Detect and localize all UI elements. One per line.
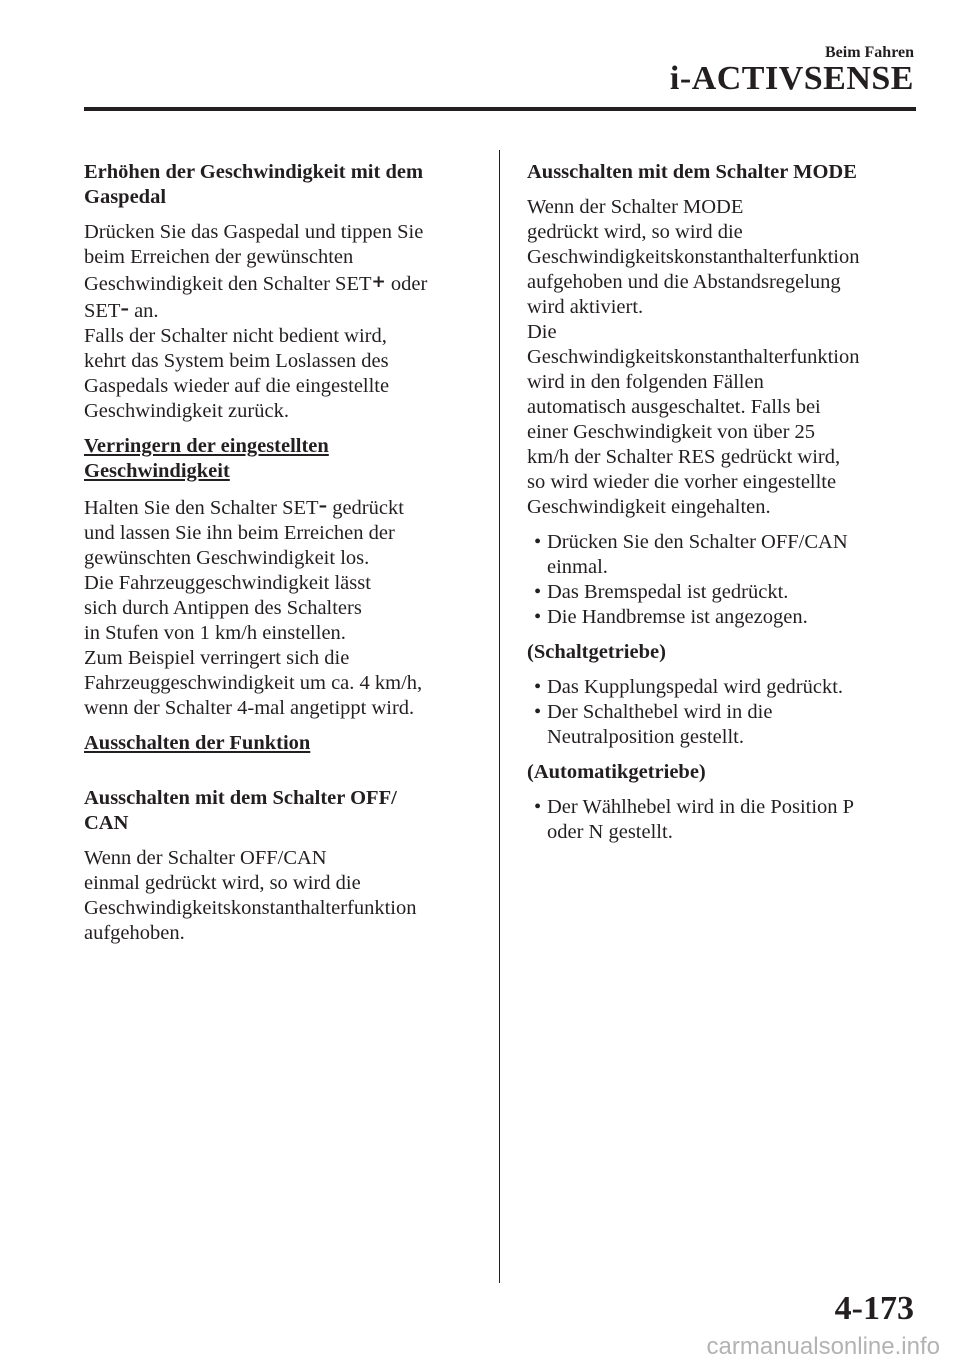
list-item: • Drücken Sie den Schalter OFF/CAN bbox=[534, 531, 848, 553]
list-item-continuation: einmal. bbox=[547, 556, 608, 578]
plus-icon: + bbox=[371, 272, 386, 292]
reduce-speed-paragraph: Halten Sie den Schalter SET– gedrückt und lassen Sie ihn beim Erreichen der gewünschten Geschwindigkeit los. Die Fahrzeuggeschwindigkeit lässt sich durch Antippen des Schalters in Stufen von 1 km/h einstellen. Zum Beispiel verringert sich die Fahrzeuggeschwindigkeit um ca. 4 km/h, wenn der Schalter 4-mal angetippt wird. bbox=[84, 496, 423, 719]
mode-paragraph: Wenn der Schalter MODE gedrückt wird, so wird die Geschwindigkeitskonstanthalterfunktion aufgehoben und die Abstandsregelung wird aktiviert. Die Geschwindigkeitskonstanthalterfunktion wird in den folgenden Fällen automatisch ausgeschaltet. Falls bei einer Geschwindigkeit von über 25 km/h der Schalter RES gedrückt wird, so wird wieder die vorher eingestellte Geschwindigkeit eingehalten. bbox=[527, 196, 860, 518]
running-header-chapter: i-ACTIVSENSE bbox=[669, 60, 914, 97]
page-number: 4-173 bbox=[834, 1290, 914, 1327]
minus-icon: – bbox=[120, 299, 129, 319]
heading-automatic-transmission: (Automatikgetriebe) bbox=[527, 761, 706, 783]
heading-cancel-function: Ausschalten der Funktion bbox=[84, 732, 311, 754]
list-item: • Der Wählhebel wird in die Position P bbox=[534, 796, 855, 818]
off-can-paragraph: Wenn der Schalter OFF/CAN einmal gedrückt wird, so wird die Geschwindigkeitskonstanthalterfunktion aufgehoben. bbox=[84, 847, 417, 944]
speed-up-paragraph: Drücken Sie das Gaspedal und tippen Sie beim Erreichen der gewünschten Geschwindigkeit den Schalter SET+ oder SET– an. Falls der Schalter nicht bedient wird, kehrt das System beim Loslassen des Gaspedals wieder auf die eingestellte Geschwindigkeit zurück. bbox=[84, 221, 428, 422]
heading-reduce-speed: Verringern der eingestellten Geschwindigkeit bbox=[84, 435, 329, 482]
heading-manual-transmission: (Schaltgetriebe) bbox=[527, 641, 666, 663]
bullet-list-automatic bbox=[527, 795, 907, 845]
heading-off-can-switch: Ausschalten mit dem Schalter OFF/ CAN bbox=[84, 787, 397, 834]
bullet-icon: • bbox=[534, 796, 542, 818]
bullet-icon: • bbox=[534, 676, 542, 698]
minus-icon: – bbox=[318, 496, 328, 516]
heading-mode-switch: Ausschalten mit dem Schalter MODE bbox=[527, 161, 857, 183]
left-column bbox=[84, 160, 484, 956]
list-item: • Der Schalthebel wird in die bbox=[534, 701, 773, 723]
running-header-section: Beim Fahren bbox=[824, 44, 914, 61]
header-divider bbox=[84, 107, 916, 111]
bullet-icon: • bbox=[534, 581, 542, 603]
bullet-list-general bbox=[527, 530, 907, 630]
list-item: • Das Bremspedal ist gedrückt. bbox=[534, 581, 789, 603]
watermark: carmanualsonline.info bbox=[706, 1333, 940, 1360]
bullet-icon: • bbox=[534, 531, 542, 553]
list-item: • Das Kupplungspedal wird gedrückt. bbox=[534, 676, 844, 698]
bullet-icon: • bbox=[534, 701, 542, 723]
bullet-list-manual bbox=[527, 675, 907, 750]
column-divider bbox=[499, 150, 500, 1283]
right-column bbox=[527, 160, 907, 855]
heading-speed-up: Erhöhen der Geschwindigkeit mit dem Gaspedal bbox=[84, 161, 424, 208]
list-item: • Die Handbremse ist angezogen. bbox=[534, 606, 808, 628]
list-item-continuation: Neutralposition gestellt. bbox=[547, 726, 744, 748]
bullet-icon: • bbox=[534, 606, 542, 628]
list-item-continuation: oder N gestellt. bbox=[547, 821, 673, 843]
